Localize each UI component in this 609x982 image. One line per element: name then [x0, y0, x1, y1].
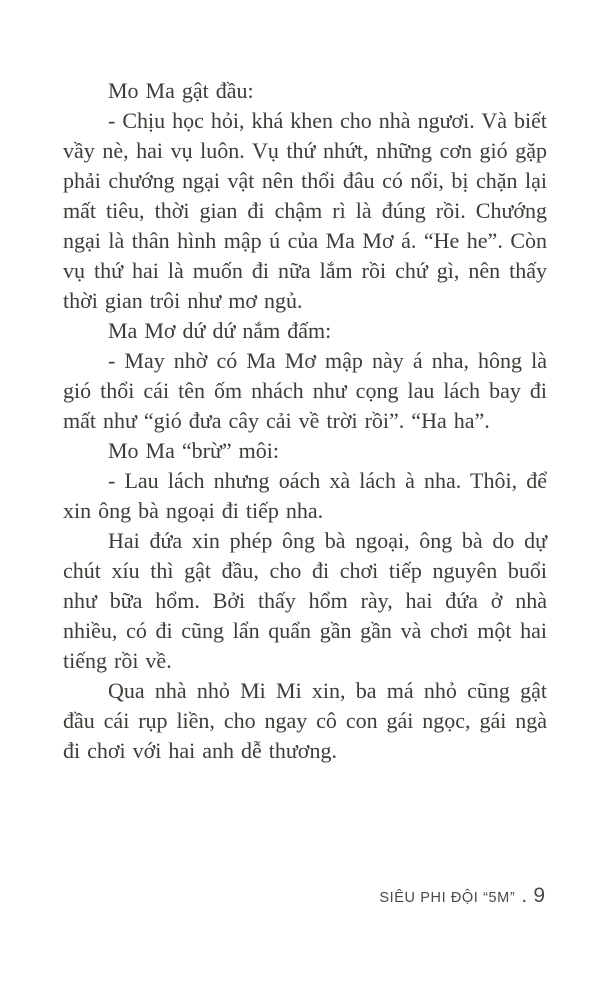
- paragraph: Qua nhà nhỏ Mi Mi xin, ba má nhỏ cũng gật đầu cái rụp liền, cho ngay cô con gái ngọc, gái ngà đi chơi với hai anh dễ thương.: [63, 678, 547, 763]
- page-number: 9: [533, 884, 545, 907]
- body-text: [63, 76, 547, 766]
- paragraph: - May nhờ có Ma Mơ mập này á nha, hông là gió thổi cái tên ốm nhách như cọng lau lách bay đi mất như “gió đưa cây cải về trời rồi”. “Ha ha”.: [63, 348, 547, 433]
- paragraph: Mo Ma “brừ” môi:: [108, 438, 280, 463]
- paragraph: Hai đứa xin phép ông bà ngoại, ông bà do dự chút xíu thì gật đầu, cho đi chơi tiếp nguyên buổi như bữa hổm. Bởi thấy hổm rày, hai đứa ở nhà nhiều, có đi cũng lẩn quẩn gần gần và chơi một hai tiếng rồi về.: [63, 528, 547, 673]
- running-title: SIÊU PHI ĐỘI “5M”: [379, 890, 516, 906]
- paragraph: - Lau lách nhưng oách xà lách à nha. Thôi, để xin ông bà ngoại đi tiếp nha.: [63, 468, 547, 523]
- paragraph: Mo Ma gật đầu:: [108, 78, 254, 103]
- paragraph: Ma Mơ dứ dứ nắm đấm:: [108, 318, 332, 343]
- footer-separator: .: [522, 890, 527, 906]
- paragraph: - Chịu học hỏi, khá khen cho nhà ngươi. Và biết vầy nè, hai vụ luôn. Vụ thứ nhứt, những cơn gió gặp phải chướng ngại vật nên thổi đâu có nổi, bị chặn lại mất tiêu, thời gian đi chậm rì là đúng rồi. Chướng ngại là thân hình mập ú của Ma Mơ á. “He he”. Còn vụ thứ hai là muốn đi nữa lắm rồi chứ gì, nên thấy thời gian trôi như mơ ngủ.: [63, 108, 547, 313]
- page-footer: [379, 884, 545, 908]
